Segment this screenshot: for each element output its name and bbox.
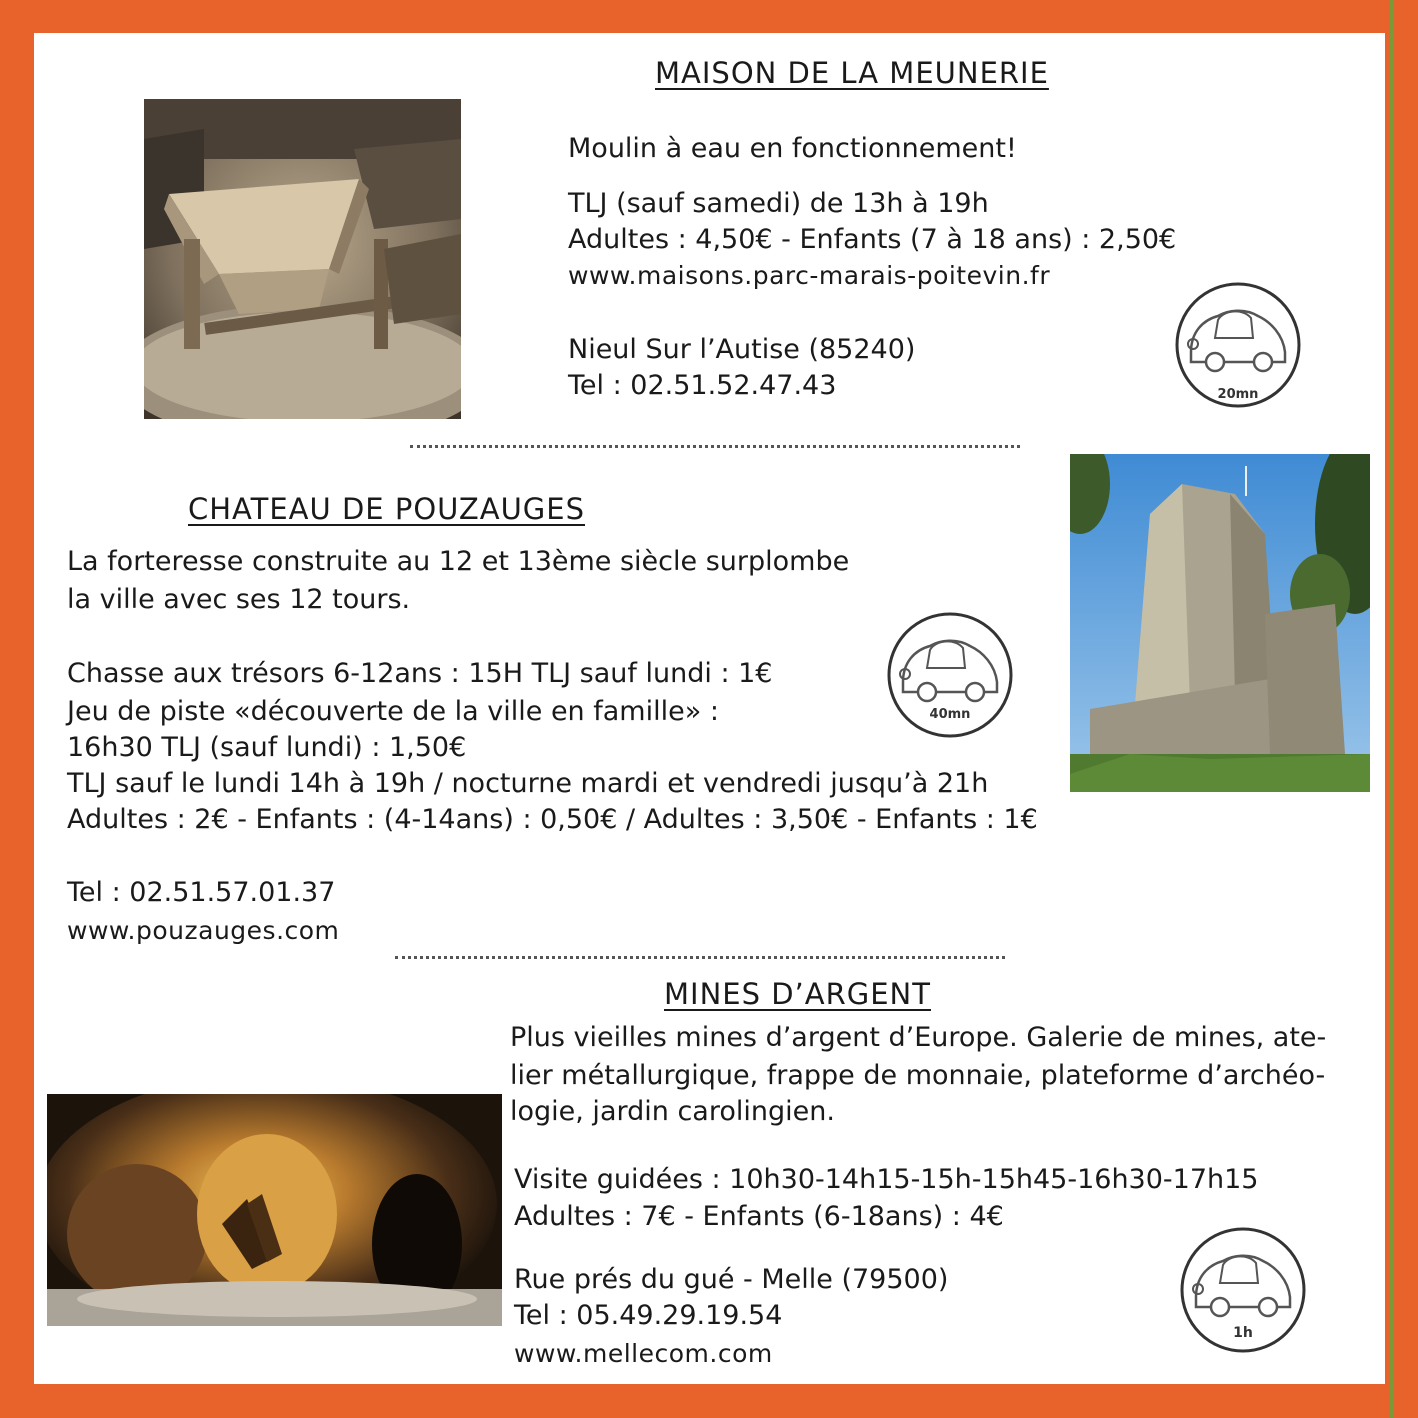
mines-line: Adultes : 7€ - Enfants (6-18ans) : 4€: [514, 1201, 1004, 1232]
frame-right-line: [1390, 0, 1393, 1418]
pouzauges-line: la ville avec ses 12 tours.: [67, 584, 411, 615]
car-icon: [1173, 280, 1303, 410]
car-icon: [885, 610, 1015, 740]
meunerie-line: Adultes : 4,50€ - Enfants (7 à 18 ans) : 2,50€: [568, 224, 1177, 255]
mines-badge-time: 1h: [1233, 1325, 1253, 1341]
pouzauges-line: 16h30 TLJ (sauf lundi) : 1,50€: [67, 732, 467, 763]
section-divider: [395, 956, 1005, 959]
car-icon: [1178, 1225, 1308, 1355]
pouzauges-phone: Tel : 02.51.57.01.37: [67, 877, 336, 908]
pouzauges-line: Chasse aux trésors 6-12ans : 15H TLJ sauf lundi : 1€: [67, 658, 773, 689]
mine-gallery-photo: [47, 1094, 502, 1326]
castle-keep-photo: [1070, 454, 1370, 792]
pouzauges-line: La forteresse construite au 12 et 13ème siècle surplombe: [67, 546, 850, 577]
pouzauges-line: Adultes : 2€ - Enfants : (4-14ans) : 0,50€ / Adultes : 3,50€ - Enfants : 1€: [67, 804, 1038, 835]
meunerie-title: MAISON DE LA MEUNERIE: [655, 56, 1049, 90]
mines-line: logie, jardin carolingien.: [510, 1096, 835, 1127]
pouzauges-line: Jeu de piste «découverte de la ville en famille» :: [67, 696, 719, 727]
mines-line: lier métallurgique, frappe de monnaie, plateforme d’archéo-: [510, 1060, 1326, 1091]
meunerie-phone: Tel : 02.51.52.47.43: [568, 370, 837, 401]
mines-line: Plus vieilles mines d’argent d’Europe. Galerie de mines, ate-: [510, 1022, 1327, 1053]
mines-title: MINES D’ARGENT: [664, 977, 931, 1011]
mines-website-link[interactable]: www.mellecom.com: [514, 1339, 773, 1368]
mines-phone: Tel : 05.49.29.19.54: [514, 1300, 783, 1331]
meunerie-line: TLJ (sauf samedi) de 13h à 19h: [568, 188, 989, 219]
pouzauges-website-link[interactable]: www.pouzauges.com: [67, 916, 340, 945]
meunerie-badge-time: 20mn: [1217, 387, 1259, 402]
mines-address: Rue prés du gué - Melle (79500): [514, 1264, 949, 1295]
watermill-hopper-photo: [144, 99, 461, 419]
meunerie-address: Nieul Sur l’Autise (85240): [568, 334, 916, 365]
pouzauges-title: CHATEAU DE POUZAUGES: [188, 492, 585, 526]
mines-line: Visite guidées : 10h30-14h15-15h-15h45-16h30-17h15: [514, 1164, 1259, 1195]
pouzauges-badge-time: 40mn: [929, 707, 971, 722]
section-divider: [410, 445, 1020, 448]
pouzauges-line: TLJ sauf le lundi 14h à 19h / nocturne mardi et vendredi jusqu’à 21h: [67, 768, 989, 799]
meunerie-website-link[interactable]: www.maisons.parc-marais-poitevin.fr: [568, 261, 1051, 290]
meunerie-line: Moulin à eau en fonctionnement!: [568, 133, 1017, 164]
